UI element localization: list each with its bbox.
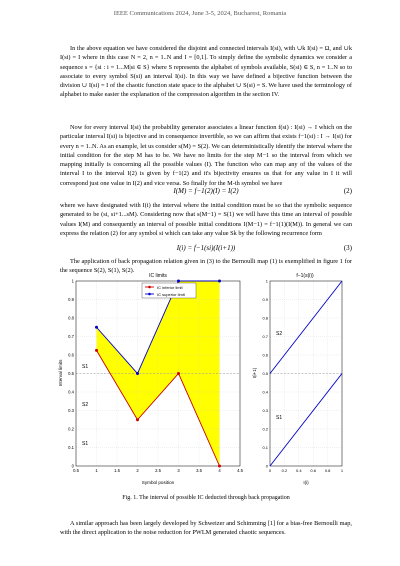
equation-3-expr: I(i) = f−1(si)(I(i+1)) — [176, 244, 236, 252]
paragraph-5: A similar approach has been largely developed by Schweizer and Schimming [1] for a bias-free Bernoulli map, with the direct application to the noise reduction for PWLM generated chaotic sequences. — [60, 520, 352, 537]
equation-2-number: (2) — [343, 187, 352, 195]
equation-2-expr: I(M) = f−1(2)(I) = I(2) — [173, 187, 239, 195]
left-x-tick: 3 — [177, 468, 180, 473]
equation-2 — [60, 187, 352, 197]
left-y-tick: 0.3 — [68, 408, 74, 413]
right-x-tick: 0 — [268, 468, 272, 473]
right-y-tick: 0.3 — [262, 408, 268, 413]
right-chart-title: f−1(s(i)) — [296, 273, 314, 279]
right-x-tick: 0.2 — [281, 468, 288, 473]
left-chart — [58, 273, 244, 485]
right-y-tick: 1 — [265, 278, 268, 284]
right-chart-label-s1: S1 — [276, 415, 283, 421]
left-y-tick: 0.4 — [68, 389, 74, 395]
right-y-tick: 0 — [265, 463, 268, 469]
left-y-tick: 0.8 — [68, 315, 74, 321]
left-y-tick: 0 — [71, 463, 74, 469]
equation-3 — [60, 244, 352, 254]
right-chart-x-label: I(i) — [303, 480, 309, 485]
right-chart — [252, 273, 344, 485]
left-point-superior — [218, 280, 221, 283]
left-point-superior — [136, 372, 139, 375]
equation-3-number: (3) — [343, 244, 352, 252]
left-y-tick: 0.7 — [68, 334, 74, 339]
left-point-superior — [177, 280, 180, 283]
left-x-tick: 1.5 — [114, 468, 120, 473]
left-point-superior — [95, 326, 98, 329]
left-y-tick: 0.5 — [68, 371, 74, 376]
left-chart-label-s2: S2 — [82, 402, 89, 408]
running-header: IEEE Communications 2024, June 3-5, 2024, Bucharest, Romania — [113, 10, 287, 17]
left-x-tick: 4 — [218, 468, 221, 473]
left-x-tick: 1 — [95, 468, 98, 473]
left-chart-x-ticks — [73, 468, 243, 473]
paragraph-1: In the above equation we have considered the disjoint and connected intervals I(si), with ∪k I(si) = Ω, and ∪k I(si) = I where in this case N = 2, n = 1..N and I = [0,1]. To simply define the symbolic dynamics we consider a sequence s = {si : i = 1...M|si ∈ S} where S represents the alphabet of symbols available, S(si) ∈ S, n = 1..N so to associate to every symbol S(si) an interval I(si). In this way we have defined a bijective function between the division ∪ I(si) = I of the chaotic function state space to the alphabet ∪ S(si) = S. We have used the terminology of alphabet to make easier the explanation of the compression algorithm in the section IV. — [60, 45, 352, 99]
right-y-tick: 0.4 — [262, 389, 268, 395]
right-y-tick: 0.9 — [262, 297, 268, 302]
left-y-tick: 0.6 — [68, 352, 74, 358]
right-chart-line-s2 — [270, 281, 342, 374]
right-chart-grid — [270, 281, 342, 466]
right-chart-label-s2: S2 — [276, 331, 283, 337]
left-x-tick: 2.5 — [155, 468, 161, 473]
left-x-tick: 4.5 — [237, 468, 243, 473]
left-chart-legend — [142, 283, 196, 298]
paragraph-2: Now for every interval I(si) the probability generator associates a linear function f(si) : I(si) → I which on the particular interval I(si) is bijective and in consequence invertible, so we can affirm that exists f−1(si) : I → I(si) for every n = 1..N. As an example, let us consider s(M) = S(2). We can deterministically identify the interval where the initial condition for the step M has to be. We have no limits for the step M−1 so the interval from which we mapping initially is concerning all the possible values (I). The function who can map any of the values of the interval I to the interval I(2) is given by f−1(2) and it's bijectivity ensures us that for any value in I it will correspond just one value in I(2) and vice versa. So finally for the M-th symbol we have — [60, 124, 352, 187]
right-chart-y-ticks — [262, 279, 268, 469]
right-y-tick: 0.7 — [262, 334, 268, 339]
legend-marker-inferior — [148, 286, 151, 289]
right-x-tick: 1 — [340, 468, 344, 473]
left-x-tick: 0.5 — [73, 468, 79, 473]
left-x-tick: 2 — [136, 468, 139, 473]
left-chart-label-s1b: S1 — [82, 441, 89, 447]
figure-1 — [58, 269, 348, 496]
left-y-tick: 0.1 — [68, 445, 74, 450]
figure-caption: Fig. 1. The interval of possible IC deducted through back propagation — [122, 495, 290, 501]
paragraph-3: where we have designated with I(i) the interval where the initial condition must be so that the symbolic sequence generated to be (si, si+1...sM). Considering now that s(M−1) = S(1) we will have this time an interval of possible values I(M) and consequently an interval of possible initial conditions I(M−1) = f−1(1)(I(M)). In general we can express the relation (2) for any symbol si which can take any value Sk by the following recurrence form — [60, 202, 352, 237]
paragraph-4: The application of back propagation relation given in (3) to the Bernoulli map (1) is exemplified in figure 1 for the sequence S(2), S(1), S(2). — [60, 258, 352, 275]
legend-marker-superior — [148, 293, 151, 296]
right-x-tick: 0.4 — [296, 468, 302, 473]
left-point-inferior — [177, 372, 180, 375]
left-y-tick: 1 — [71, 278, 74, 284]
right-y-tick: 0.1 — [262, 445, 268, 450]
right-y-tick: 0.2 — [262, 426, 268, 432]
left-point-inferior — [136, 418, 139, 421]
right-y-tick: 0.5 — [262, 371, 268, 376]
left-chart-label-s1a: S1 — [82, 364, 89, 370]
right-chart-y-label: I(i+1) — [252, 367, 257, 379]
left-point-inferior — [95, 349, 98, 352]
right-x-tick: 0.6 — [310, 468, 316, 473]
figure-1-svg — [58, 269, 348, 491]
legend-label-superior: IC superior limit — [157, 292, 185, 297]
left-chart-x-label: Symbol position — [141, 480, 175, 485]
right-y-tick: 0.6 — [262, 352, 268, 358]
left-y-tick: 0.2 — [68, 426, 74, 432]
left-y-tick: 0.9 — [68, 297, 74, 302]
left-chart-y-ticks — [68, 279, 74, 469]
right-x-tick: 0.8 — [324, 468, 331, 473]
left-chart-title: IC limits — [149, 273, 167, 279]
left-chart-y-label: Interval limits — [58, 359, 63, 387]
legend-label-inferior: IC inferior limit — [157, 285, 183, 290]
right-chart-x-ticks — [269, 468, 344, 473]
left-x-tick: 3.5 — [196, 468, 202, 473]
right-y-tick: 0.8 — [262, 315, 268, 321]
